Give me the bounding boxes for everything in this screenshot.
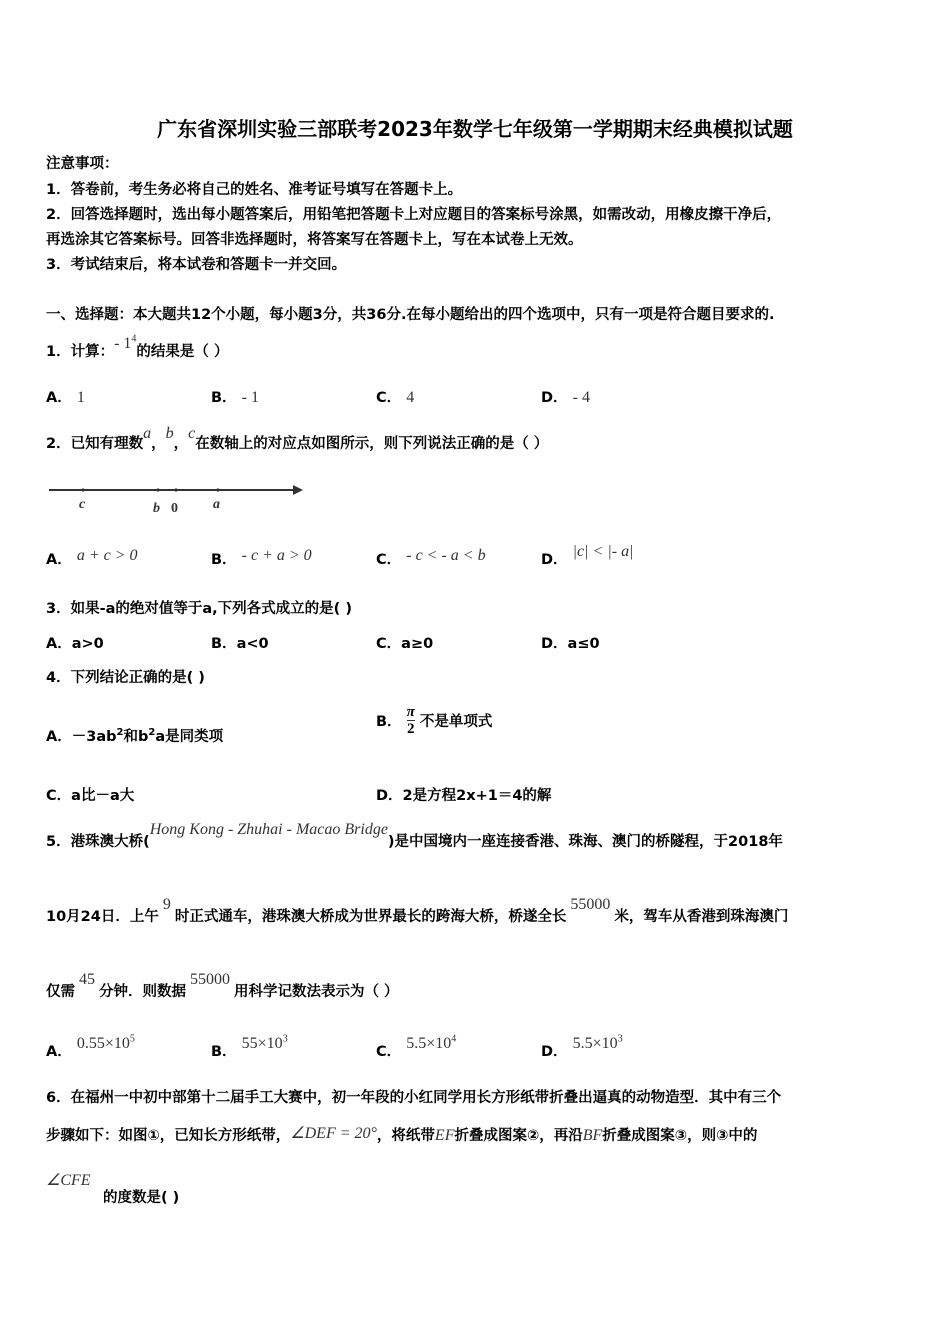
question-5-line-3: 仅需45分钟．则数据55000用科学记数法表示为（ ）: [46, 971, 399, 1000]
question-6-line-1: 6．在福州一中初中部第十二届手工大赛中，初一年段的小红同学用长方形纸带折叠出逼真的动物造型．其中有三个: [46, 1090, 782, 1106]
label-a: a: [213, 497, 220, 512]
notice-item: 再选涂其它答案标号。回答非选择题时，将答案写在答题卡上，写在本试卷上无效。: [46, 232, 583, 248]
question-6-line-2: 步骤如下：如图①，已知长方形纸带，∠DEF = 20°，将纸带EF折叠成图案②，再沿BF折叠成图案③，则③中的: [46, 1125, 758, 1144]
option-1b[interactable]: B． - 1: [211, 389, 259, 406]
question-5-line-2: 10月24日．上午9时正式通车，港珠澳大桥成为世界最长的跨海大桥，桥遂全长55000米，驾车从香港到珠海澳门: [46, 896, 789, 925]
question-2-stem: 2．已知有理数a，b，c在数轴上的对应点如图所示，则下列说法正确的是（ ）: [46, 425, 549, 452]
angle-def: ∠DEF = 20°: [290, 1125, 377, 1142]
question-1-stem: [46, 333, 229, 361]
option-1a[interactable]: A． 1: [46, 389, 85, 406]
option-2d[interactable]: D． |c| < |- a|: [541, 543, 634, 568]
point-b: [156, 488, 159, 491]
option-5d[interactable]: D． $5.5\times 10^3$: [541, 1033, 623, 1060]
option-3d[interactable]: D．a≤0: [541, 636, 600, 652]
page-title: 广东省深圳实验三部联考2023年数学七年级第一学期期末经典模拟试题: [157, 117, 793, 141]
notice-item: 1．答卷前，考生务必将自己的姓名、准考证号填写在答题卡上。: [46, 182, 463, 198]
section-heading: 一、选择题：本大题共12个小题，每小题3分，共36分.在每小题给出的四个选项中，只有一项是符合题目要求的.: [46, 307, 775, 323]
label-0: 0: [171, 501, 178, 516]
notice-item: 2．回答选择题时，选出每小题答案后，用铅笔把答题卡上对应题目的答案标号涂黑，如需改动，用橡皮擦干净后，: [46, 207, 782, 223]
notice-item: 3．考试结束后，将本试卷和答题卡一并交回。: [46, 257, 347, 273]
point-a: [216, 488, 219, 491]
question-1-expr: - $1^4$: [114, 333, 137, 352]
option-5b[interactable]: B． $55\times 10^3$: [211, 1033, 288, 1060]
point-0: [174, 488, 177, 491]
var-c: c: [188, 425, 196, 442]
var-b: b: [165, 425, 174, 442]
axis-arrow: [293, 485, 303, 495]
option-5c[interactable]: C． $5.5\times 10^4$: [376, 1033, 457, 1060]
option-2c[interactable]: C． - c < - a < b: [376, 547, 486, 568]
point-c: [81, 488, 84, 491]
question-4-stem: 4．下列结论正确的是( ): [46, 670, 205, 686]
option-4d[interactable]: D．2是方程2x+1＝4的解: [376, 788, 552, 804]
question-3-stem: 3．如果-a的绝对值等于a,下列各式成立的是( ): [46, 601, 352, 617]
option-4c[interactable]: C．a比－a大: [46, 788, 135, 804]
number-line-svg: [45, 472, 315, 522]
option-1d[interactable]: D． - 4: [541, 389, 590, 406]
option-2b[interactable]: B． - c + a > 0: [211, 547, 312, 568]
option-1c[interactable]: C． 4: [376, 389, 415, 406]
label-c: c: [79, 497, 86, 512]
option-4b[interactable]: B． $\frac{\pi}{2}$ 不是单项式: [376, 704, 493, 737]
var-a: a: [143, 425, 152, 442]
question-1-prefix: 1．计算：: [46, 344, 115, 360]
question-1-suffix: 的结果是（ ）: [136, 344, 229, 360]
option-3a[interactable]: A．a>0: [46, 636, 104, 652]
question-6-line-3: 的度数是( ): [103, 1190, 180, 1206]
pi-over-2-fraction: $\frac{\pi}{2}$: [406, 704, 415, 737]
option-2a[interactable]: A． a + c > 0: [46, 547, 138, 568]
angle-cfe: ∠CFE: [46, 1172, 91, 1189]
option-3c[interactable]: C．a≥0: [376, 636, 434, 652]
bridge-english-name: Hong Kong - Zhuhai - Macao Bridge: [149, 821, 388, 838]
option-3b[interactable]: B．a<0: [211, 636, 269, 652]
notice-header: 注意事项：: [46, 156, 119, 172]
option-5a[interactable]: A． $0.55\times 10^5$: [46, 1033, 135, 1060]
option-4a[interactable]: A．$-3ab^2$和$b^2a$是同类项: [46, 727, 224, 745]
question-5-line-1: 5．港珠澳大桥(Hong Kong - Zhuhai - Macao Bridge)是中国境内一座连接香港、珠海、澳门的桥隧程，于2018年: [46, 821, 783, 850]
number-line-figure: [45, 472, 315, 522]
label-b: b: [153, 501, 160, 516]
